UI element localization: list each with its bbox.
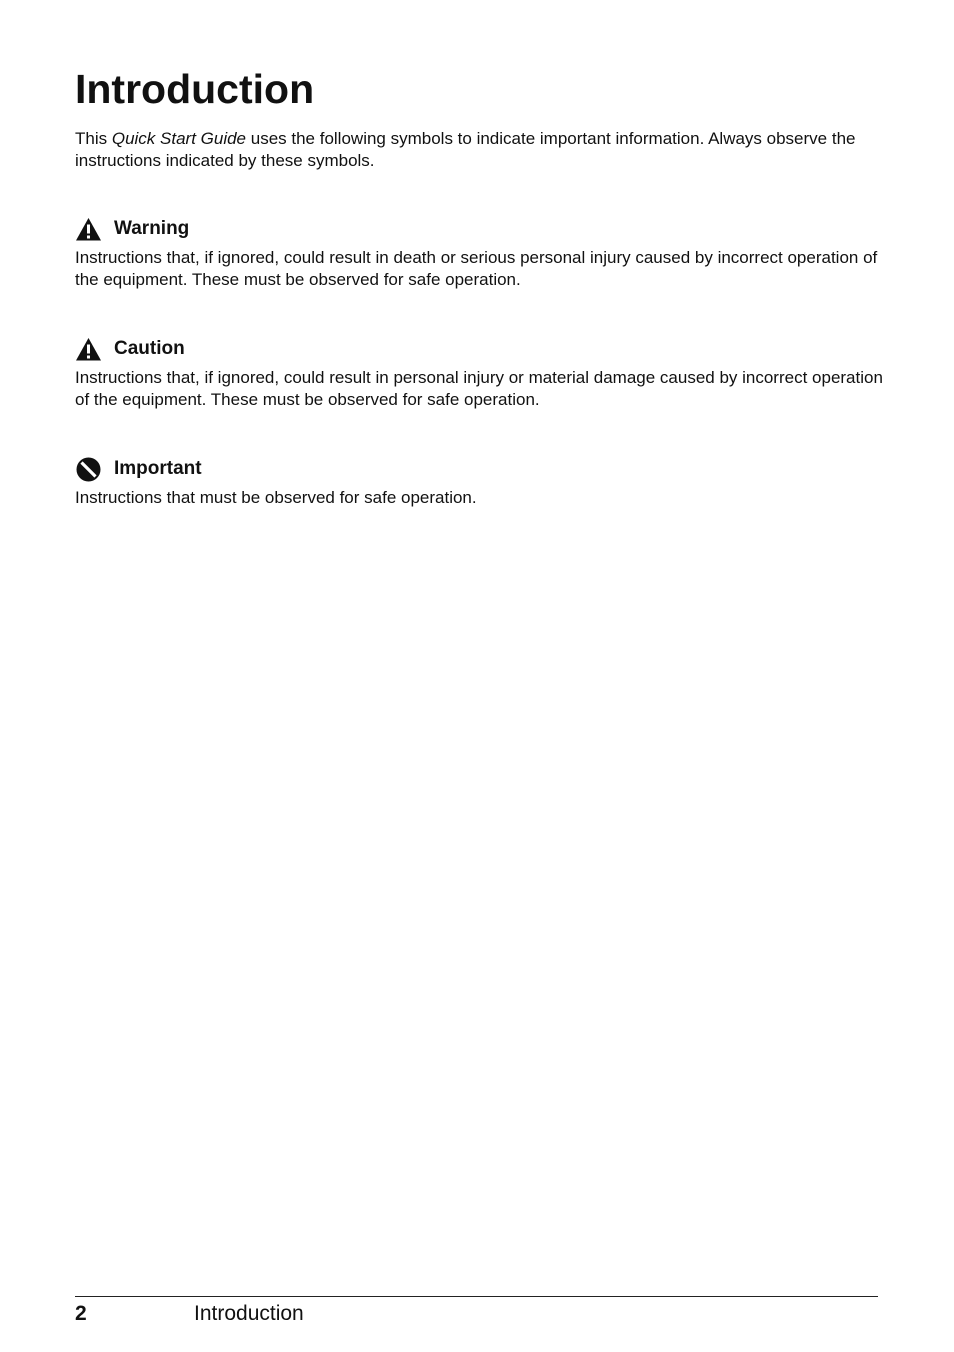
- important-section: [75, 456, 885, 509]
- caution-section: [75, 336, 885, 411]
- warning-label: Warning: [114, 218, 190, 239]
- warning-section: [75, 216, 885, 291]
- page-number: 2: [75, 1302, 87, 1325]
- footer-section-title: Introduction: [194, 1302, 304, 1325]
- important-description: Instructions that must be observed for safe operation.: [75, 488, 477, 507]
- footer-divider: [75, 1296, 878, 1297]
- prohibited-circle-icon: [75, 457, 102, 482]
- guide-title: Quick Start Guide: [111, 129, 247, 148]
- caution-heading: [75, 336, 885, 362]
- warning-heading: [75, 216, 885, 242]
- warning-description: Instructions that, if ignored, could result in death or serious personal injury caused by incorrect operation of the equipment. These must be observed for safe operation.: [75, 248, 878, 289]
- intro-text-start: This: [75, 129, 112, 148]
- intro-text-end: uses the following symbols to indicate important information. Always observe the instructions indicated by these symbols.: [75, 129, 856, 170]
- warning-triangle-icon: [75, 217, 102, 242]
- caution-label: Caution: [114, 338, 185, 359]
- intro-paragraph: [75, 128, 885, 172]
- page-title: Introduction: [75, 66, 315, 112]
- important-heading: [75, 456, 885, 482]
- caution-triangle-icon: [75, 337, 102, 362]
- caution-description: Instructions that, if ignored, could result in personal injury or material damage caused by incorrect operation of the equipment. These must be observed for safe operation.: [75, 368, 883, 409]
- important-label: Important: [114, 458, 202, 479]
